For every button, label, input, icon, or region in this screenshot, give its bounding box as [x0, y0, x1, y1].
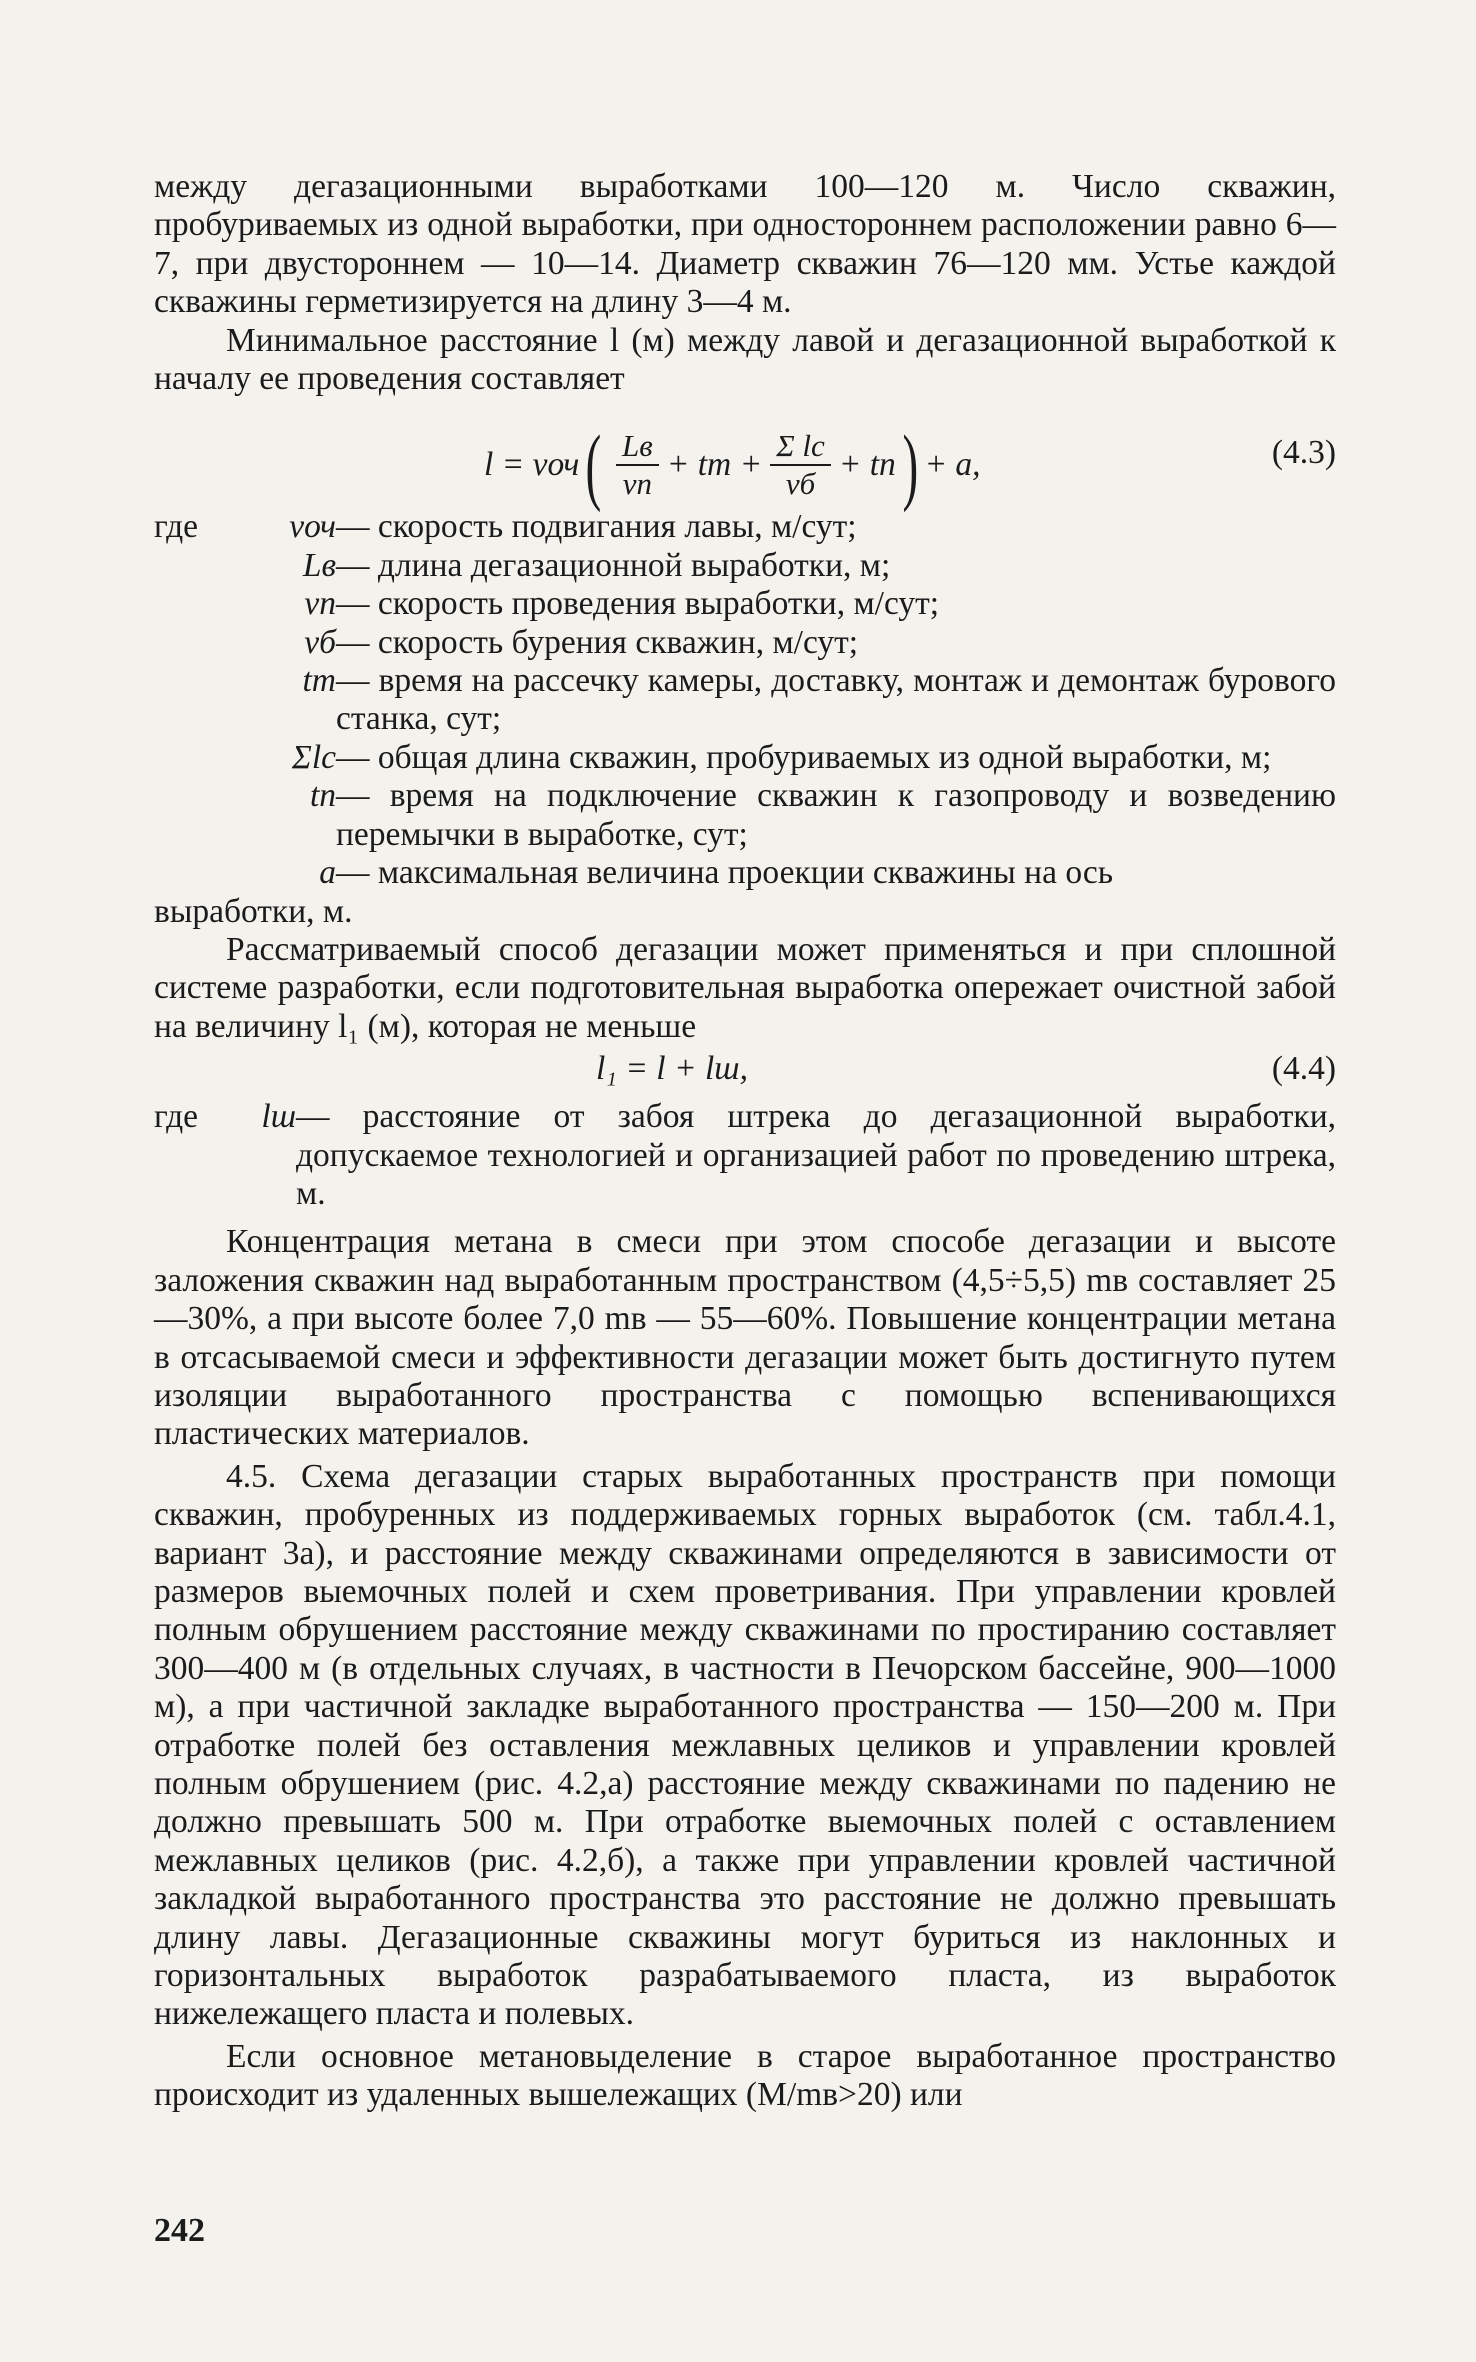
definition-row	[154, 624, 1336, 662]
fraction-sumlc-vb	[770, 428, 831, 502]
fraction-denominator: vп	[622, 466, 653, 502]
definition-text: — длина дегазационной выработки, м;	[336, 546, 891, 584]
definition-row	[154, 547, 1336, 585]
definition-row	[154, 739, 1336, 777]
definition-text: — общая длина скважин, пробуриваемых из одной выработки, м;	[336, 738, 1272, 776]
paragraph-section-4-5: 4.5. Схема дегазации старых выработанных пространств при помощи скважин, пробуренных из поддерживаемых горных выработок (см. табл.4.1, вариант 3а), и расстояние между скважинами определяются в зависимости от размеров выемочных полей и схем проветривания. При управлении кровлей полным обрушением расстояние между скважинами по простиранию составляет 300—400 м (в отдельных случаях, в частности в Печорском бассейне, 900—1000 м), а при частичной закладке выработанного пространства — 150—200 м. При отработке полей без оставления межлавных целиков и управлении кровлей полным обрушением (рис. 4.2,а) расстояние между скважинами по падению не должно превышать 500 м. При отработке выемочных полей с оставлением межлавных целиков (рис. 4.2,б), а также при управлении кровлей частичной закладкой выработанного пространства это расстояние не должно превышать длину лавы. Дегазационные скважины могут буриться из наклонных и горизонтальных выработок разрабатываемого пласта, из выработок нижележащего пласта и полевых.	[154, 1457, 1336, 2033]
definition-row	[154, 585, 1336, 623]
definition-text: — время на подключение скважин к газопроводу и возведению перемычки в выработке, сут;	[336, 777, 1336, 853]
definition-continuation: выработки, м.	[154, 892, 353, 930]
definition-row	[154, 508, 1336, 546]
formula-term-tp: + tп	[838, 446, 896, 484]
definition-lead: где	[154, 508, 198, 546]
fraction-numerator: Σ lс	[770, 428, 831, 466]
definition-text: — скорость проведения выработки, м/сут;	[336, 585, 940, 623]
definition-text: — скорость бурения скважин, м/сут;	[336, 623, 859, 661]
right-paren: )	[902, 417, 919, 514]
definition-symbol: vб	[304, 623, 336, 661]
paragraph-min-distance: Минимальное расстояние l (м) между лавой и дегазационной выработкой к началу ее проведения составляет	[154, 321, 1336, 398]
text-column	[154, 168, 1336, 2115]
formula-term-tm: + tm +	[666, 446, 763, 484]
formula-4-3	[154, 400, 1336, 514]
definition-symbol: tп	[309, 777, 336, 815]
formula-lhs: l = vоч	[484, 446, 580, 484]
formula-tail: + a,	[924, 446, 981, 484]
fraction-denominator: vб	[785, 466, 816, 502]
paragraph-continuous-system: Рассматриваемый способ дегазации может применяться и при сплошной системе разработки, если подготовительная выработка опережает очистной забой на величину l₁ (м), которая не меньше	[154, 930, 1336, 1045]
definition-lead: где	[154, 1098, 198, 1136]
fraction-numerator: Lв	[616, 428, 659, 466]
definition-row	[154, 662, 1336, 739]
equation-number-4-3: (4.3)	[1271, 434, 1336, 472]
definition-symbol: Lв	[302, 546, 336, 584]
definition-symbol: vп	[304, 585, 336, 623]
definition-text: — время на рассечку камеры, доставку, монтаж и демонтаж бурового станка, сут;	[336, 662, 1336, 738]
definition-text: — максимальная величина проекции скважины на ось	[336, 854, 1114, 892]
paragraph-methane-release: Если основное метановыделение в старое выработанное пространство происходит из удаленных вышележащих (M/mв>20) или	[154, 2037, 1336, 2114]
fraction-lv-vp	[616, 428, 659, 502]
formula-4-4	[154, 1046, 1336, 1092]
definition-symbol: Σlс	[291, 738, 336, 776]
definition-symbol: vоч	[289, 508, 336, 546]
equation-number-4-4: (4.4)	[1271, 1050, 1336, 1088]
paragraph-intro: между дегазационными выработками 100—120 м. Число скважин, пробуриваемых из одной выработки, при одностороннем расположении равно 6—7, при двустороннем — 10—14. Диаметр скважин 76—120 мм. Устье каждой скважины герметизируется на длину 3—4 м.	[154, 168, 1336, 321]
definition-text: — расстояние от забоя штрека до дегазационной выработки, допускаемое технологией и организацией работ по проведению штрека, м.	[296, 1098, 1336, 1212]
definition-row	[154, 777, 1336, 854]
page-number: 242	[154, 2212, 205, 2249]
definitions-4-3	[154, 508, 1336, 892]
left-paren: (	[585, 417, 602, 514]
formula-4-3-expression	[484, 417, 981, 514]
formula-4-4-expression: l₁ = l + lш,	[596, 1050, 748, 1088]
definition-row	[154, 854, 1336, 892]
definition-symbol: a	[319, 854, 336, 892]
definition-symbol: tm	[302, 662, 336, 700]
definition-symbol: lш	[261, 1098, 296, 1136]
definition-text: — скорость подвигания лавы, м/сут;	[336, 508, 857, 546]
definition-4-4	[154, 1098, 1336, 1213]
paragraph-methane-concentration: Концентрация метана в смеси при этом способе дегазации и высоте заложения скважин над выработанным пространством (4,5÷5,5) mв составляет 25—30%, а при высоте более 7,0 mв — 55—60%. Повышение концентрации метана в отсасываемой смеси и эффективности дегазации может быть достигнуто путем изоляции выработанного пространства с помощью вспенивающихся пластических материалов.	[154, 1223, 1336, 1453]
